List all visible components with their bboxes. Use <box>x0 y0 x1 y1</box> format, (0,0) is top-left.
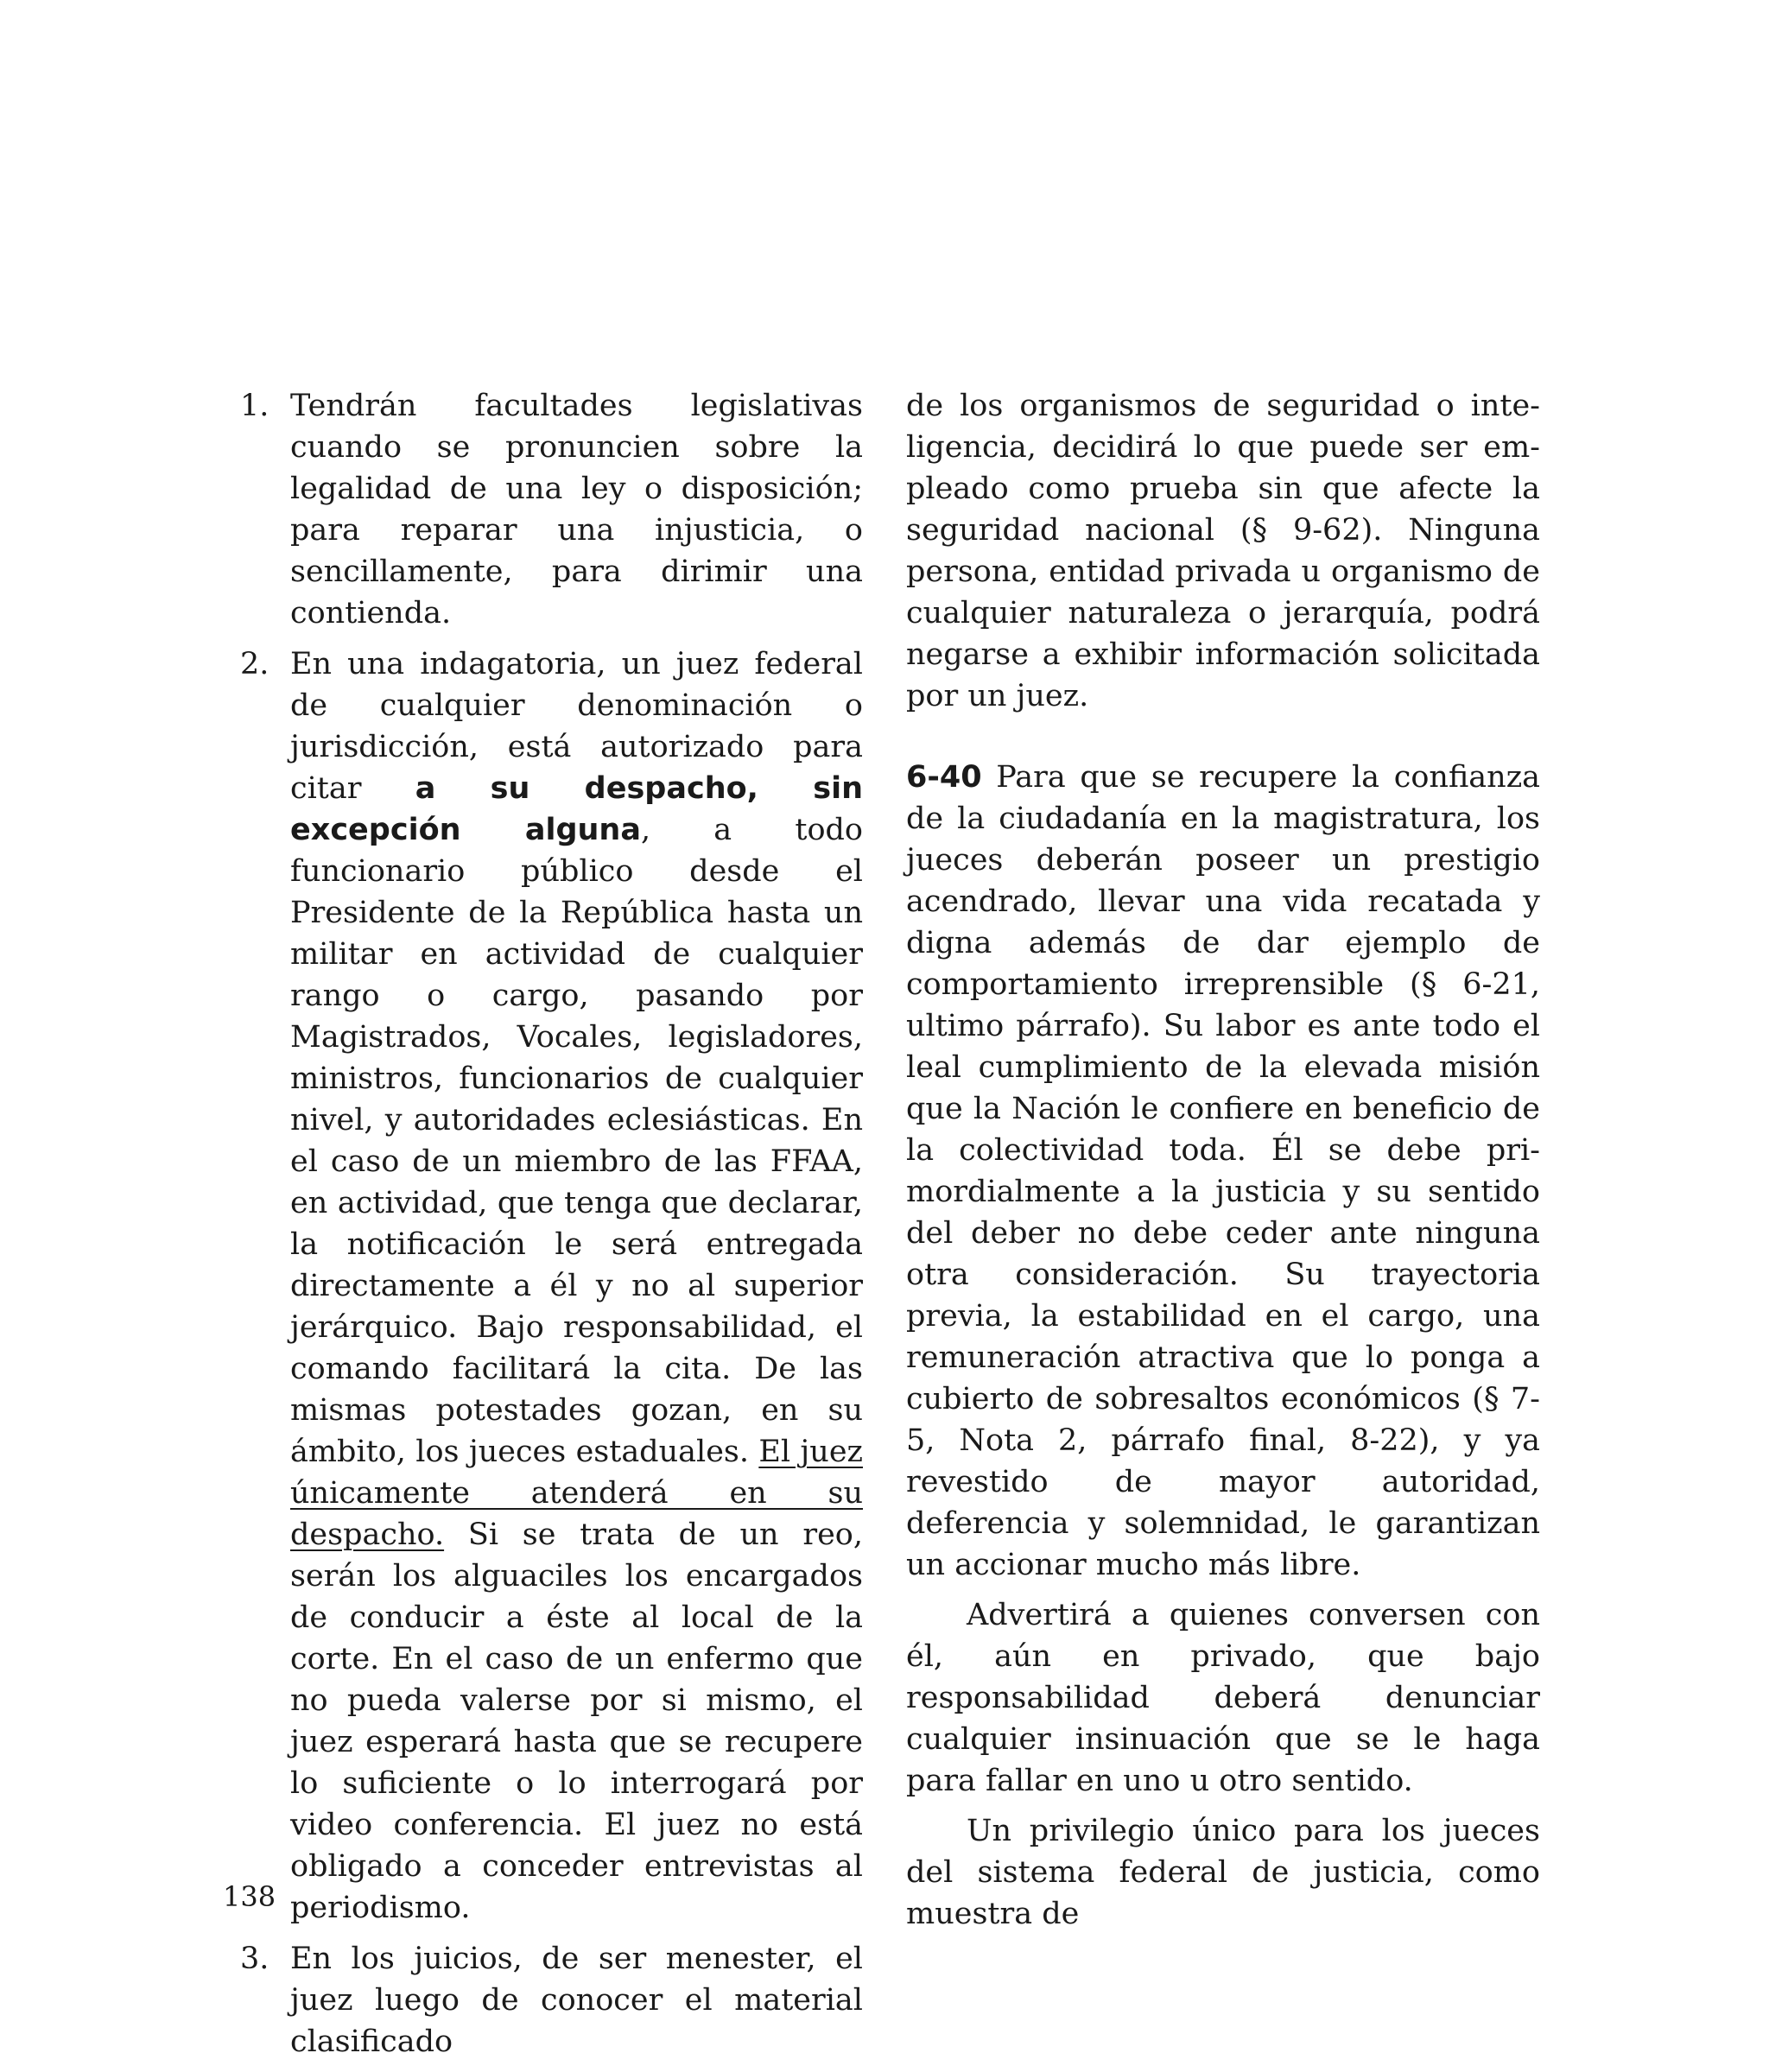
section-number: 6-40 <box>906 760 982 795</box>
left-column <box>235 385 863 2072</box>
paragraph: Un privilegio único para los jueces del sistema federal de justicia, como muestra de <box>906 1814 1540 1931</box>
list-item-text-middle: , a todo funcionario público desde el Presidente de la República hasta un militar en actividad de cualquier rango o cargo, pasando por Magistrados, Vocales, legisladores, ministros, funcionarios de cualquier nivel, y autoridades eclesiásticas. En el caso de un miembro de las FFAA, en actividad, que tenga que declarar, la notificación le será entregada directamente a él y no al superior jerárquico. Bajo responsabilidad, el comando facilitará la cita. De las mismas potestades gozan, en su ámbito, los jueces estaduales. <box>290 813 864 1469</box>
list-item-1 <box>235 385 863 634</box>
list-number: 1. <box>240 389 269 423</box>
list-item-2 <box>235 643 863 1929</box>
page-number: 138 <box>223 1880 276 1913</box>
underlined-emphasis: El juez únicamente atenderá en su despacho. <box>290 1435 863 1552</box>
paragraph: Advertirá a quienes conversen con él, aún en privado, que bajo responsabilidad deberá denunciar cualquier insinuación que se le haga para fallar en uno u otro sentido. <box>906 1598 1540 1798</box>
numbered-list <box>235 385 863 2062</box>
list-item-text-start: En una indagatoria, un juez federal de cualquier denominación o jurisdicción, está autorizado para citar <box>290 647 863 806</box>
list-item-text-end: Si se trata de un reo, serán los alguaciles los encargados de conducir a éste al local de la corte. En el caso de un enfermo que no pueda valerse por si mismo, el juez esperará hasta que se recupere lo suficiente o lo interrogará por video conferencia. El juez no está obligado a conceder entrevistas al periodismo. <box>290 1518 863 1925</box>
section-text: Para que se recupere la confianza de la ciudadanía en la magistratura, los jueces deberán poseer un prestigio acendrado, llevar una vida recatada y digna además de dar ejemplo de comportamiento irreprensible (§ 6-21, ultimo párrafo). Su labor es ante todo el leal cumplimiento de la elevada misión que la Nación le confiere en beneficio de la colectividad toda. Él se debe primordialmente a la justicia y su sentido del deber no debe ceder ante ninguna otra consideración. Su trayectoria previa, la estabilidad en el cargo, una remuneración atractiva que lo ponga a cubierto de sobresaltos económicos (§ 7-5, Nota 2, párrafo final, 8-22), y ya revestido de mayor autoridad, deferencia y solemnidad, le garantizan un accionar mucho más libre. <box>906 760 1540 1582</box>
list-item-3 <box>235 1938 863 2062</box>
list-item-3-continuation: de los organismos de seguridad o inteligencia, decidirá lo que puede ser empleado como prueba sin que afecte la seguridad nacional (§ 9-62). Ninguna persona, entidad privada u organismo de cualquier naturaleza o jerarquía, podrá negarse a exhibir información solicitada por un juez. <box>906 389 1540 713</box>
list-number: 3. <box>240 1942 269 1976</box>
bold-emphasis: a su despacho, sin excepción alguna <box>290 771 863 847</box>
section-6-40 <box>906 757 1540 1586</box>
list-number: 2. <box>240 647 269 681</box>
list-item-text: En los juicios, de ser menester, el juez luego de conocer el material clasificado <box>290 1942 863 2059</box>
right-column <box>906 385 1540 1943</box>
list-item-text: Tendrán facultades legislativas cuando se pronuncien sobre la legalidad de una ley o disposición; para reparar una injusticia, o sencillamente, para dirimir una contienda. <box>290 389 863 630</box>
